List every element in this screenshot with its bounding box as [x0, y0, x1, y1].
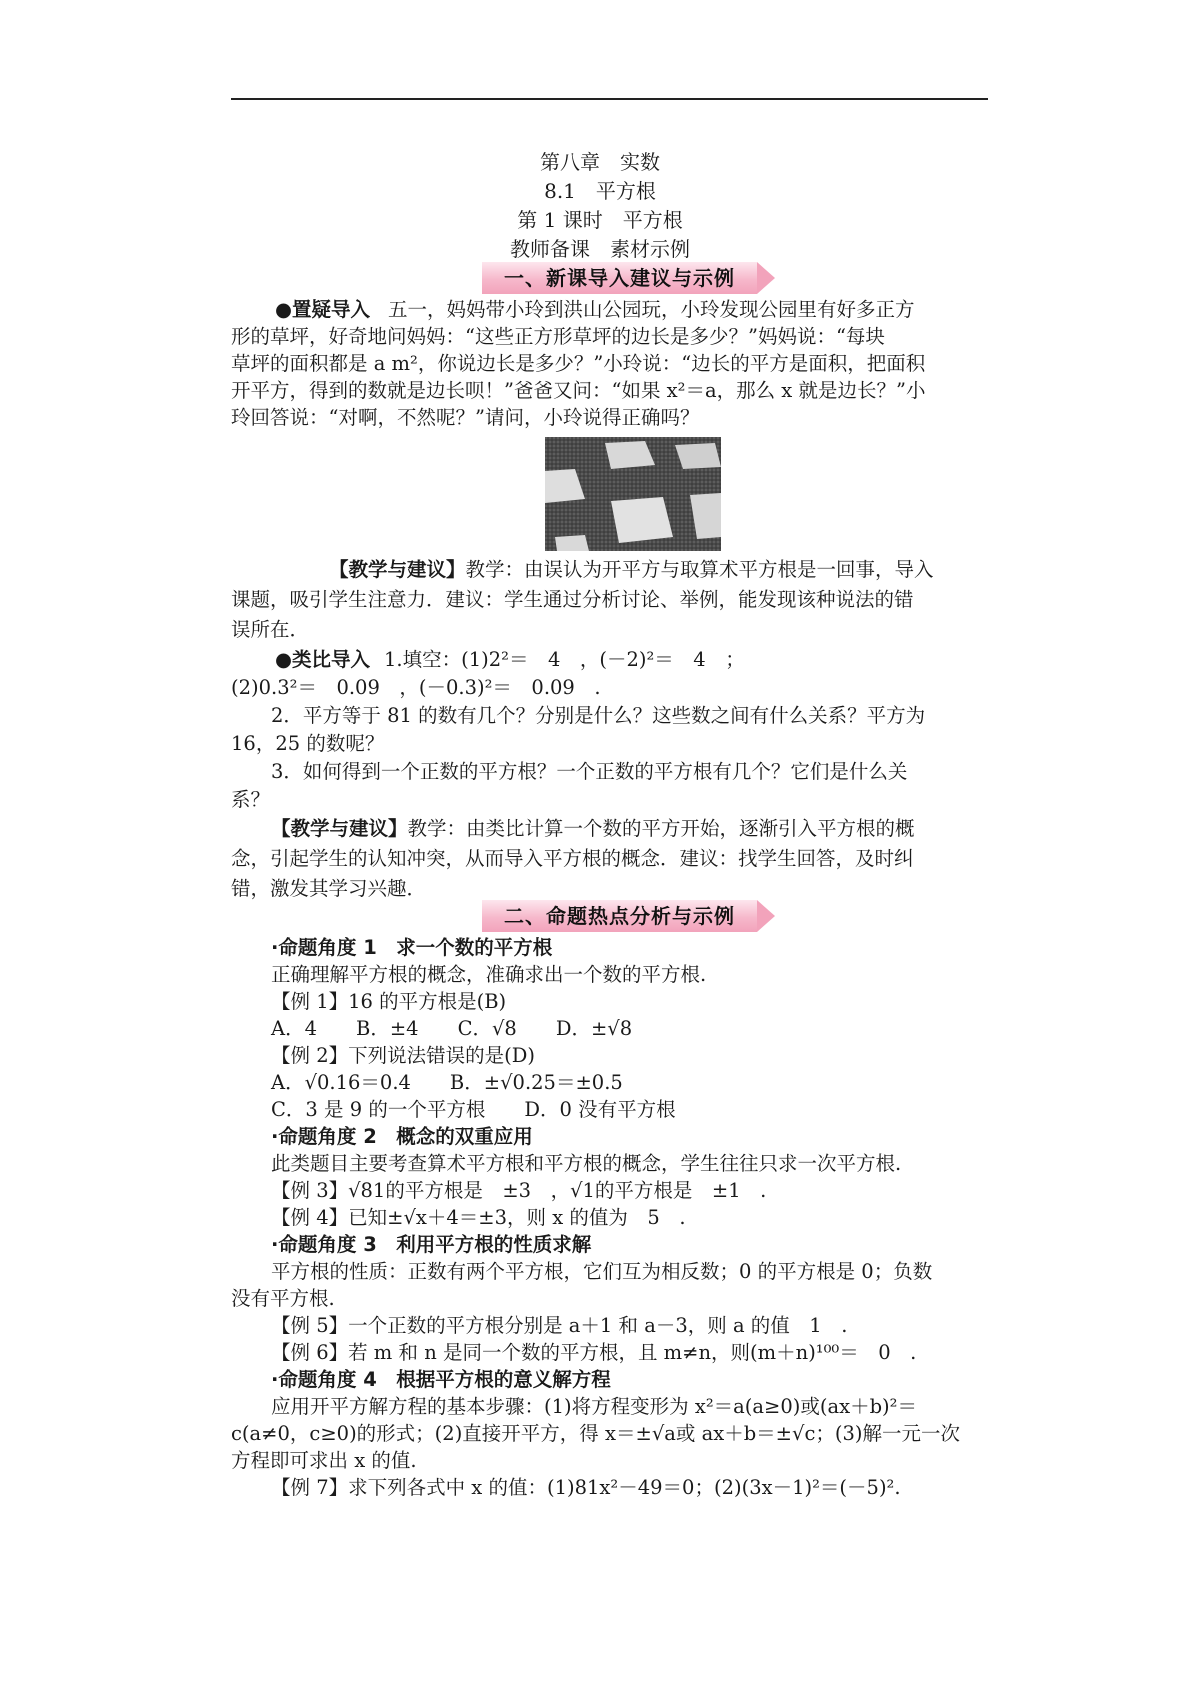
analogy-label: ●类比导入 — [275, 648, 371, 671]
topic-3-desc-2: 没有平方根. — [231, 1287, 335, 1310]
analogy-advice-line-1: 【教学与建议】教学：由类比计算一个数的平方开始，逐渐引入平方根的概 — [271, 817, 915, 840]
analogy-line-2: (2)0.3²＝ 0.09 ，(－0.3)²＝ 0.09 . — [231, 676, 601, 699]
banner-new-lesson — [482, 262, 780, 294]
topic-2-heading: ·命题角度 2 概念的双重应用 — [271, 1125, 533, 1148]
example-2-options-1: A．√0.16＝0.4 B．±√0.25＝±0.5 — [271, 1071, 623, 1094]
example-4: 【例 4】已知±√x＋4＝±3，则 x 的值为 5 . — [271, 1206, 686, 1229]
section-title: 8.1 平方根 — [544, 179, 656, 203]
intro-advice-line-2: 课题，吸引学生注意力．建议：学生通过分析讨论、举例，能发现该种说法的错 — [231, 588, 914, 611]
analogy-advice-line-3: 错，激发其学习兴趣． — [231, 877, 427, 900]
example-7: 【例 7】求下列各式中 x 的值：(1)81x²－49＝0；(2)(3x－1)²＝(－5)². — [271, 1476, 901, 1499]
example-1: 【例 1】16 的平方根是(B) — [271, 990, 507, 1013]
analogy-q3-b: 系？ — [231, 788, 271, 811]
topic-2-desc: 此类题目主要考查算术平方根和平方根的概念，学生往往只求一次平方根. — [271, 1152, 902, 1175]
example-2: 【例 2】下列说法错误的是(D) — [271, 1044, 535, 1067]
advice-label: 【教学与建议】 — [329, 558, 466, 581]
topic-4-desc-3: 方程即可求出 x 的值. — [231, 1449, 417, 1472]
topic-3-desc-1: 平方根的性质：正数有两个平方根，它们互为相反数；0 的平方根是 0；负数 — [271, 1260, 933, 1283]
analogy-advice-line-2: 念，引起学生的认知冲突，从而导入平方根的概念．建议：找学生回答，及时纠 — [231, 847, 914, 870]
topic-1-desc: 正确理解平方根的概念，准确求出一个数的平方根. — [271, 963, 707, 986]
intro-advice-line-3: 误所在． — [231, 618, 310, 641]
lesson-title: 第 1 课时 平方根 — [517, 208, 683, 232]
analogy-q2-a: 2．平方等于 81 的数有几个？分别是什么？这些数之间有什么关系？平方为 — [271, 704, 926, 727]
example-1-options: A．4 B．±4 C．√8 D．±√8 — [271, 1017, 633, 1040]
topic-4-heading: ·命题角度 4 根据平方根的意义解方程 — [271, 1368, 611, 1391]
topic-4-desc-1: 应用开平方解方程的基本步骤：(1)将方程变形为 x²＝a(a≥0)或(ax＋b)²＝ — [271, 1395, 917, 1418]
topic-3-heading: ·命题角度 3 利用平方根的性质求解 — [271, 1233, 592, 1256]
subtitle: 教师备课 素材示例 — [510, 237, 690, 261]
example-5: 【例 5】一个正数的平方根分别是 a＋1 和 a－3，则 a 的值 1 . — [271, 1314, 848, 1337]
chapter-title: 第八章 实数 — [540, 150, 660, 174]
example-3: 【例 3】√81的平方根是 ±3 ，√1的平方根是 ±1 . — [271, 1179, 767, 1202]
topic-4-desc-2: c(a≠0，c≥0)的形式；(2)直接开平方，得 x＝±√a或 ax＋b＝±√c；(3)解一元一次 — [231, 1422, 960, 1445]
intro-label: ●置疑导入 — [275, 298, 371, 321]
intro-line-2: 形的草坪，好奇地问妈妈：“这些正方形草坪的边长是多少？”妈妈说：“每块 — [231, 325, 885, 348]
intro-line-4: 开平方，得到的数就是边长呗！”爸爸又问：“如果 x²＝a，那么 x 就是边长？”小 — [231, 379, 926, 402]
intro-line-1: ●置疑导入 五一，妈妈带小玲到洪山公园玩，小玲发现公园里有好多正方 — [231, 296, 991, 323]
analogy-q3-a: 3．如何得到一个正数的平方根？一个正数的平方根有几个？它们是什么关 — [271, 760, 908, 783]
topic-1-heading: ·命题角度 1 求一个数的平方根 — [271, 936, 553, 959]
banner-hot-topics — [482, 900, 780, 932]
example-6: 【例 6】若 m 和 n 是同一个数的平方根，且 m≠n，则(m＋n)¹⁰⁰＝ 0 . — [271, 1341, 917, 1364]
banner-hot-topics-text: 二、命题热点分析与示例 — [504, 904, 735, 928]
lawn-checkerboard-photo — [545, 437, 721, 551]
top-rule — [231, 98, 988, 100]
example-2-options-2: C．3 是 9 的一个平方根 D．0 没有平方根 — [271, 1098, 676, 1121]
intro-advice-line-1: 【教学与建议】教学：由误认为开平方与取算术平方根是一回事，导入 — [231, 556, 991, 583]
analogy-q2-b: 16，25 的数呢？ — [231, 732, 385, 755]
banner-new-lesson-text: 一、新课导入建议与示例 — [504, 266, 735, 290]
intro-line-3: 草坪的面积都是 a m²，你说边长是多少？”小玲说：“边长的平方是面积，把面积 — [231, 352, 926, 375]
intro-line-5: 玲回答说：“对啊，不然呢？”请问，小玲说得正确吗？ — [231, 406, 700, 429]
analogy-line-1: ●类比导入 1.填空：(1)2²＝ 4 ，(－2)²＝ 4 ； — [231, 646, 991, 673]
